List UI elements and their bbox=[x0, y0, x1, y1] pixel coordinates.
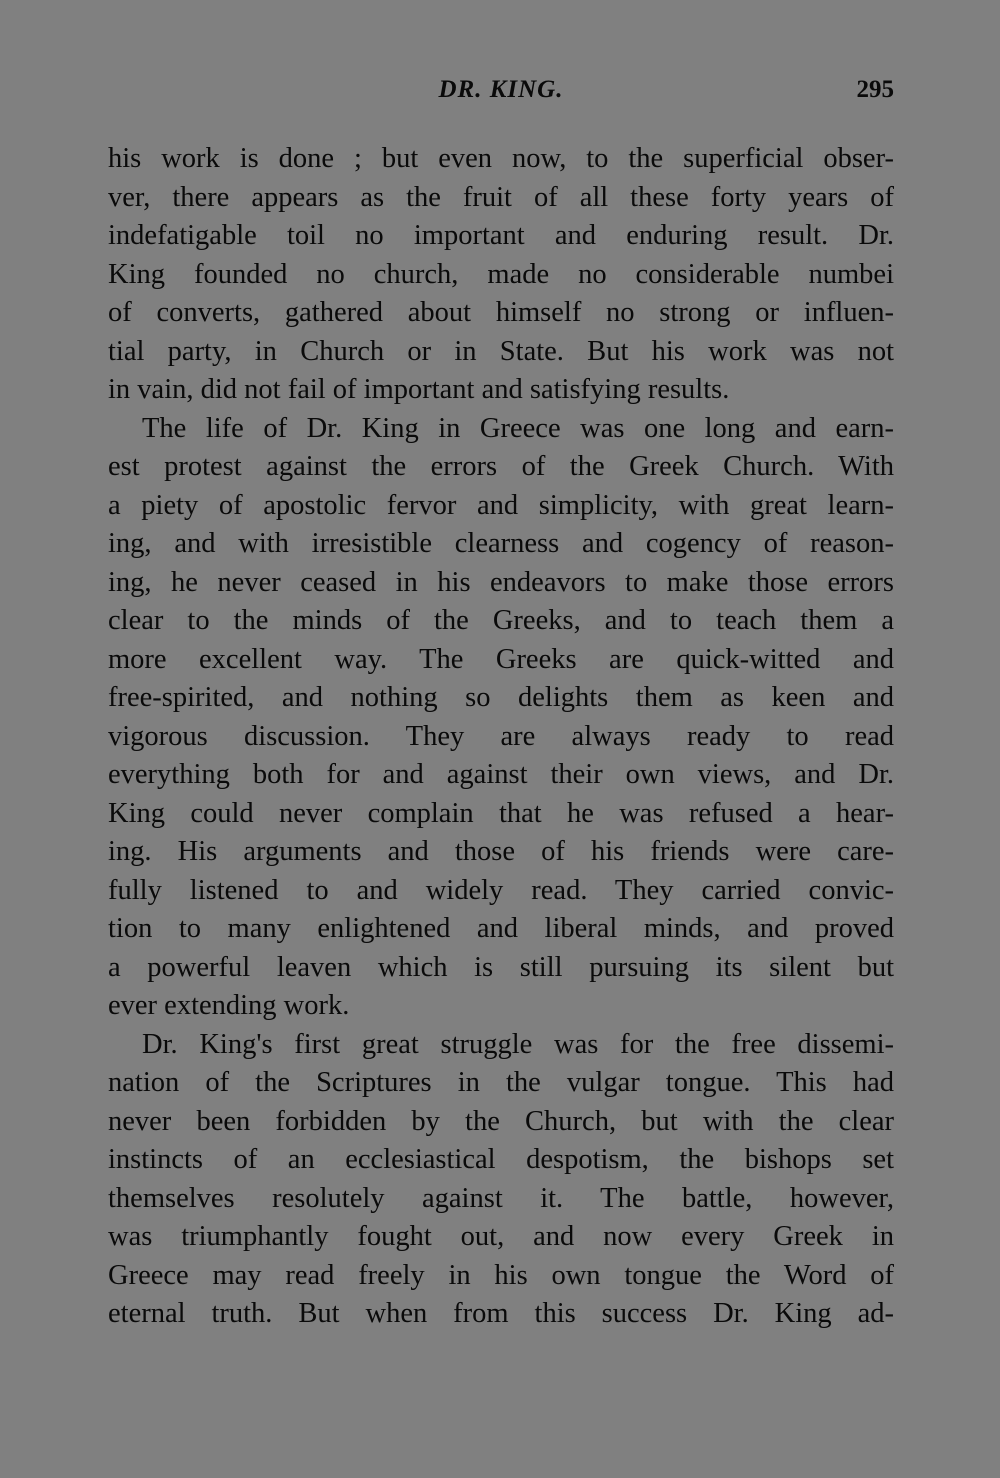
text-line: King could never complain that he was refused a hear- bbox=[108, 797, 894, 829]
text-line: clear to the minds of the Greeks, and to teach them a bbox=[108, 605, 894, 636]
text-line: a piety of apostolic fervor and simplicity, with great learn- bbox=[108, 489, 894, 521]
text-line: free-spirited, and nothing so delights them as keen and bbox=[108, 682, 894, 713]
text-line: ing, he never ceased in his endeavors to make those errors bbox=[108, 566, 894, 598]
paragraph-1 bbox=[108, 140, 894, 410]
body-text bbox=[108, 140, 894, 1334]
page-number: 295 bbox=[856, 76, 894, 103]
text-line: his work is done ; but even now, to the superficial obser- bbox=[108, 143, 894, 174]
text-line: Dr. King's first great struggle was for the free dissemi- bbox=[142, 1028, 894, 1060]
running-title: DR. KING. bbox=[438, 76, 564, 103]
text-line: ing, and with irresistible clearness and cogency of reason- bbox=[108, 528, 894, 559]
text-line: est protest against the errors of the Greek Church. With bbox=[108, 451, 894, 482]
paragraph-3 bbox=[108, 1026, 894, 1334]
text-line: ver, there appears as the fruit of all these forty years of bbox=[108, 181, 894, 213]
text-line: more excellent way. The Greeks are quick-witted and bbox=[108, 643, 894, 675]
text-line: Greece may read freely in his own tongue the Word of bbox=[108, 1259, 894, 1291]
text-line: themselves resolutely against it. The battle, however, bbox=[108, 1182, 894, 1214]
text-line: tial party, in Church or in State. But his work was not bbox=[108, 335, 894, 367]
text-line: nation of the Scriptures in the vulgar tongue. This had bbox=[108, 1067, 894, 1098]
running-head bbox=[108, 72, 894, 112]
text-line: a powerful leaven which is still pursuing its silent but bbox=[108, 951, 894, 983]
text-line: fully listened to and widely read. They carried convic- bbox=[108, 874, 894, 906]
text-line: of converts, gathered about himself no strong or influen- bbox=[108, 297, 894, 328]
text-line: indefatigable toil no important and enduring result. Dr. bbox=[108, 220, 894, 251]
text-line: ever extending work. bbox=[108, 990, 350, 1021]
text-line: was triumphantly fought out, and now every Greek in bbox=[108, 1221, 894, 1252]
text-line: everything both for and against their own views, and Dr. bbox=[108, 759, 894, 790]
text-line: instincts of an ecclesiastical despotism, the bishops set bbox=[108, 1144, 894, 1175]
text-line: in vain, did not fail of important and satisfying results. bbox=[108, 374, 730, 405]
text-line: never been forbidden by the Church, but with the clear bbox=[108, 1105, 894, 1137]
text-line: King founded no church, made no considerable numbei bbox=[108, 258, 894, 290]
text-line: tion to many enlightened and liberal minds, and proved bbox=[108, 913, 894, 944]
text-line: ing. His arguments and those of his friends were care- bbox=[108, 836, 894, 867]
paragraph-2 bbox=[108, 410, 894, 1026]
text-line: vigorous discussion. They are always ready to read bbox=[108, 720, 894, 752]
text-line: eternal truth. But when from this success Dr. King ad- bbox=[108, 1298, 894, 1329]
text-line: The life of Dr. King in Greece was one long and earn- bbox=[142, 412, 894, 444]
